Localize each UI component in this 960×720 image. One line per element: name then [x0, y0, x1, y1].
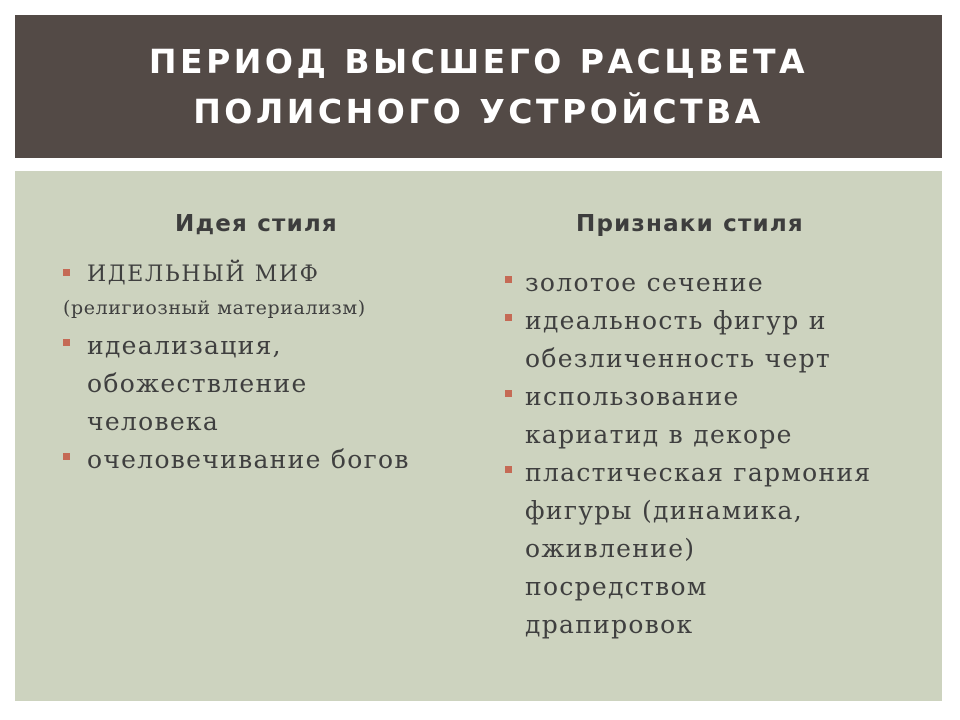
list-item-line: пластическая гармония: [525, 458, 872, 487]
list-item-line: обожествление: [87, 369, 308, 398]
slide-title: [149, 37, 808, 137]
list-item: [505, 264, 925, 302]
content-panel: [15, 171, 942, 701]
bullet-icon: [505, 390, 512, 397]
bullet-icon: [63, 269, 70, 276]
list-item-line: идеализация,: [87, 331, 282, 360]
bullet-icon: [63, 339, 70, 346]
list-item: [505, 302, 925, 378]
list-item-line: обезличенность черт: [525, 344, 832, 373]
slide-title-line-2: ПОЛИСНОГО УСТРОЙСТВА: [193, 91, 764, 131]
list-item-line: использование: [525, 382, 740, 411]
list-item: [63, 257, 483, 293]
list-item-line: золотое сечение: [525, 268, 764, 297]
list-item: [63, 441, 483, 479]
list-item-line: посредством: [525, 572, 708, 601]
bullet-icon: [505, 314, 512, 321]
list-item-subtext-line: (религиозный материализм): [63, 297, 366, 319]
title-bar: [15, 15, 942, 158]
bullet-icon: [505, 466, 512, 473]
slide-title-line-1: ПЕРИОД ВЫСШЕГО РАСЦВЕТА: [148, 41, 809, 81]
list-item-line: кариатид в декоре: [525, 420, 793, 449]
list-item-line: фигуры (динамика,: [525, 496, 803, 525]
left-column-list: [63, 257, 483, 479]
list-item-line: идеальность фигур и: [525, 306, 827, 335]
list-item-line: оживление): [525, 534, 696, 563]
bullet-icon: [505, 276, 512, 283]
list-item-line: человека: [87, 407, 220, 436]
list-item-line: драпировок: [525, 610, 694, 639]
bullet-icon: [63, 453, 70, 460]
right-column-list: [505, 264, 925, 644]
list-item: [63, 327, 483, 441]
list-item-subtext: [63, 293, 483, 323]
list-item-line: очеловечивание богов: [87, 445, 410, 474]
left-column-heading: Идея стиля: [175, 211, 338, 237]
list-item: [505, 378, 925, 454]
list-item-text: ИДЕЛЬНЫЙ МИФ: [87, 262, 320, 287]
right-column-heading: Признаки стиля: [576, 211, 804, 237]
list-item: [505, 454, 925, 644]
